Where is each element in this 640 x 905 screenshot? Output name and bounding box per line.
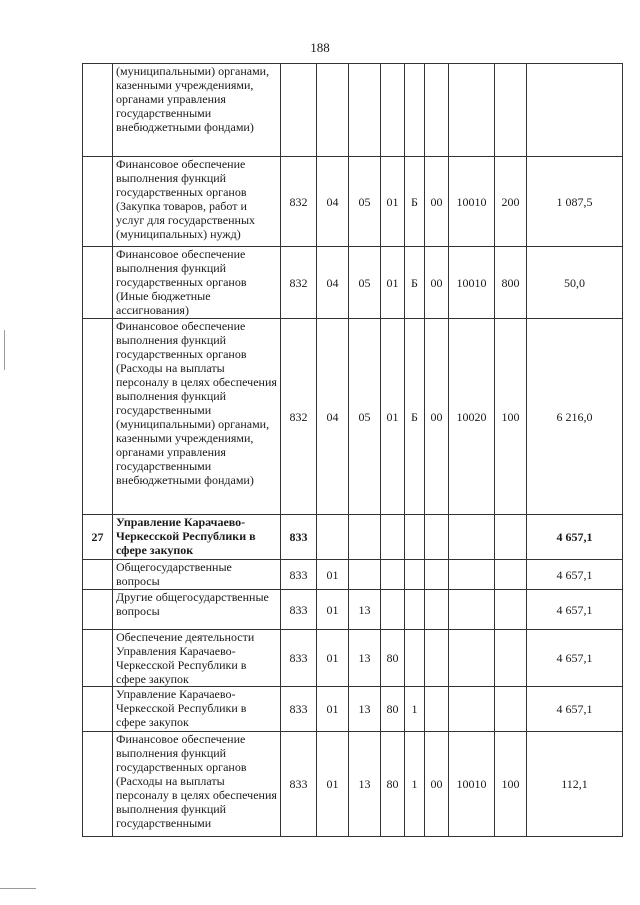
cell-event-code (425, 590, 449, 630)
cell-row-name: Управление Карачаево-Черкесской Республики в сфере закупок (113, 515, 281, 560)
cell-ministry-code (281, 64, 317, 157)
cell-program-code (381, 590, 405, 630)
cell-direction-code (449, 590, 495, 630)
cell-subprogram-code: Б (405, 247, 425, 319)
cell-amount: 112,1 (527, 732, 623, 837)
cell-program-code (381, 515, 405, 560)
cell-program-code: 01 (381, 157, 405, 247)
cell-subprogram-code (405, 515, 425, 560)
cell-expense-type-code (495, 687, 527, 732)
cell-row-name: Финансовое обеспечение выполнения функций государственных органов (Расходы на выплаты персоналу в целях обеспечения выполнения функций государственными (муниципальными) органами, казенными учреждениями, органами управления государственными внебюджетными фондами) (113, 319, 281, 515)
cell-subsection-code: 05 (349, 319, 381, 515)
cell-program-code: 01 (381, 247, 405, 319)
cell-ministry-code: 833 (281, 590, 317, 630)
cell-event-code: 00 (425, 732, 449, 837)
cell-program-code (381, 64, 405, 157)
table-body (83, 64, 623, 837)
cell-row-number (83, 319, 113, 515)
cell-ministry-code: 832 (281, 157, 317, 247)
table-row (83, 630, 623, 687)
cell-row-number (83, 560, 113, 590)
cell-ministry-code: 832 (281, 319, 317, 515)
cell-subprogram-code (405, 590, 425, 630)
cell-subsection-code: 13 (349, 630, 381, 687)
cell-amount: 1 087,5 (527, 157, 623, 247)
cell-section-code: 01 (317, 687, 349, 732)
cell-amount: 50,0 (527, 247, 623, 319)
cell-direction-code: 10010 (449, 732, 495, 837)
table-row (83, 687, 623, 732)
table-row (83, 560, 623, 590)
cell-row-name: Финансовое обеспечение выполнения функций государственных органов (Расходы на выплаты персоналу в целях обеспечения выполнения функций государственными (113, 732, 281, 837)
cell-subprogram-code: Б (405, 157, 425, 247)
cell-subprogram-code: 1 (405, 687, 425, 732)
cell-subsection-code (349, 560, 381, 590)
cell-expense-type-code: 200 (495, 157, 527, 247)
cell-row-name: (муниципальными) органами, казенными учреждениями, органами управления государственными внебюджетными фондами) (113, 64, 281, 157)
cell-subsection-code: 13 (349, 732, 381, 837)
cell-direction-code (449, 560, 495, 590)
cell-expense-type-code (495, 630, 527, 687)
cell-amount: 4 657,1 (527, 590, 623, 630)
cell-row-name: Другие общегосударственные вопросы (113, 590, 281, 630)
cell-subprogram-code (405, 630, 425, 687)
cell-subprogram-code (405, 64, 425, 157)
cell-event-code: 00 (425, 247, 449, 319)
cell-row-number (83, 247, 113, 319)
cell-ministry-code: 833 (281, 515, 317, 560)
cell-expense-type-code (495, 64, 527, 157)
cell-section-code (317, 64, 349, 157)
table-row (83, 319, 623, 515)
cell-amount (527, 64, 623, 157)
table-row (83, 157, 623, 247)
cell-section-code: 04 (317, 319, 349, 515)
cell-row-name: Финансовое обеспечение выполнения функций государственных органов (Иные бюджетные ассигнования) (113, 247, 281, 319)
table-row (83, 247, 623, 319)
cell-subsection-code: 13 (349, 687, 381, 732)
cell-ministry-code: 832 (281, 247, 317, 319)
cell-section-code: 01 (317, 560, 349, 590)
cell-direction-code (449, 64, 495, 157)
cell-amount: 4 657,1 (527, 630, 623, 687)
cell-event-code (425, 64, 449, 157)
cell-ministry-code: 833 (281, 560, 317, 590)
cell-row-number (83, 687, 113, 732)
cell-direction-code (449, 687, 495, 732)
cell-expense-type-code (495, 590, 527, 630)
cell-amount: 4 657,1 (527, 560, 623, 590)
cell-row-name: Управление Карачаево-Черкесской Республики в сфере закупок (113, 687, 281, 732)
cell-row-number (83, 590, 113, 630)
table-row (83, 64, 623, 157)
cell-expense-type-code: 100 (495, 319, 527, 515)
cell-subsection-code: 13 (349, 590, 381, 630)
cell-row-name: Финансовое обеспечение выполнения функций государственных органов (Закупка товаров, работ и услуг для государственных (муниципальных) нужд) (113, 157, 281, 247)
cell-program-code: 01 (381, 319, 405, 515)
cell-row-number (83, 732, 113, 837)
cell-program-code: 80 (381, 687, 405, 732)
cell-event-code (425, 515, 449, 560)
cell-section-code: 01 (317, 732, 349, 837)
cell-event-code (425, 687, 449, 732)
cell-expense-type-code: 800 (495, 247, 527, 319)
cell-subprogram-code: Б (405, 319, 425, 515)
cell-expense-type-code: 100 (495, 732, 527, 837)
cell-direction-code: 10020 (449, 319, 495, 515)
cell-direction-code: 10010 (449, 157, 495, 247)
cell-direction-code (449, 630, 495, 687)
cell-program-code: 80 (381, 732, 405, 837)
cell-event-code (425, 630, 449, 687)
cell-subsection-code: 05 (349, 157, 381, 247)
scan-edge-mark (0, 888, 36, 889)
table-row (83, 732, 623, 837)
cell-section-code: 04 (317, 157, 349, 247)
cell-expense-type-code (495, 515, 527, 560)
cell-ministry-code: 833 (281, 732, 317, 837)
scan-edge-mark (4, 330, 5, 370)
cell-section-code: 04 (317, 247, 349, 319)
cell-program-code (381, 560, 405, 590)
cell-event-code: 00 (425, 157, 449, 247)
cell-amount: 6 216,0 (527, 319, 623, 515)
cell-amount: 4 657,1 (527, 687, 623, 732)
cell-subprogram-code (405, 560, 425, 590)
cell-direction-code: 10010 (449, 247, 495, 319)
cell-program-code: 80 (381, 630, 405, 687)
cell-row-number (83, 630, 113, 687)
budget-table (82, 63, 623, 837)
cell-section-code: 01 (317, 630, 349, 687)
cell-section-code: 01 (317, 590, 349, 630)
table-row (83, 590, 623, 630)
cell-amount: 4 657,1 (527, 515, 623, 560)
cell-event-code: 00 (425, 319, 449, 515)
cell-row-name: Общегосударственные вопросы (113, 560, 281, 590)
cell-subsection-code (349, 515, 381, 560)
cell-row-number (83, 64, 113, 157)
cell-subprogram-code: 1 (405, 732, 425, 837)
cell-row-number (83, 157, 113, 247)
cell-direction-code (449, 515, 495, 560)
cell-row-number: 27 (83, 515, 113, 560)
cell-ministry-code: 833 (281, 687, 317, 732)
table-row (83, 515, 623, 560)
cell-section-code (317, 515, 349, 560)
cell-event-code (425, 560, 449, 590)
cell-ministry-code: 833 (281, 630, 317, 687)
cell-row-name: Обеспечение деятельности Управления Карачаево-Черкесской Республики в сфере закупок (113, 630, 281, 687)
cell-subsection-code (349, 64, 381, 157)
cell-expense-type-code (495, 560, 527, 590)
page-number: 188 (310, 40, 330, 55)
cell-subsection-code: 05 (349, 247, 381, 319)
